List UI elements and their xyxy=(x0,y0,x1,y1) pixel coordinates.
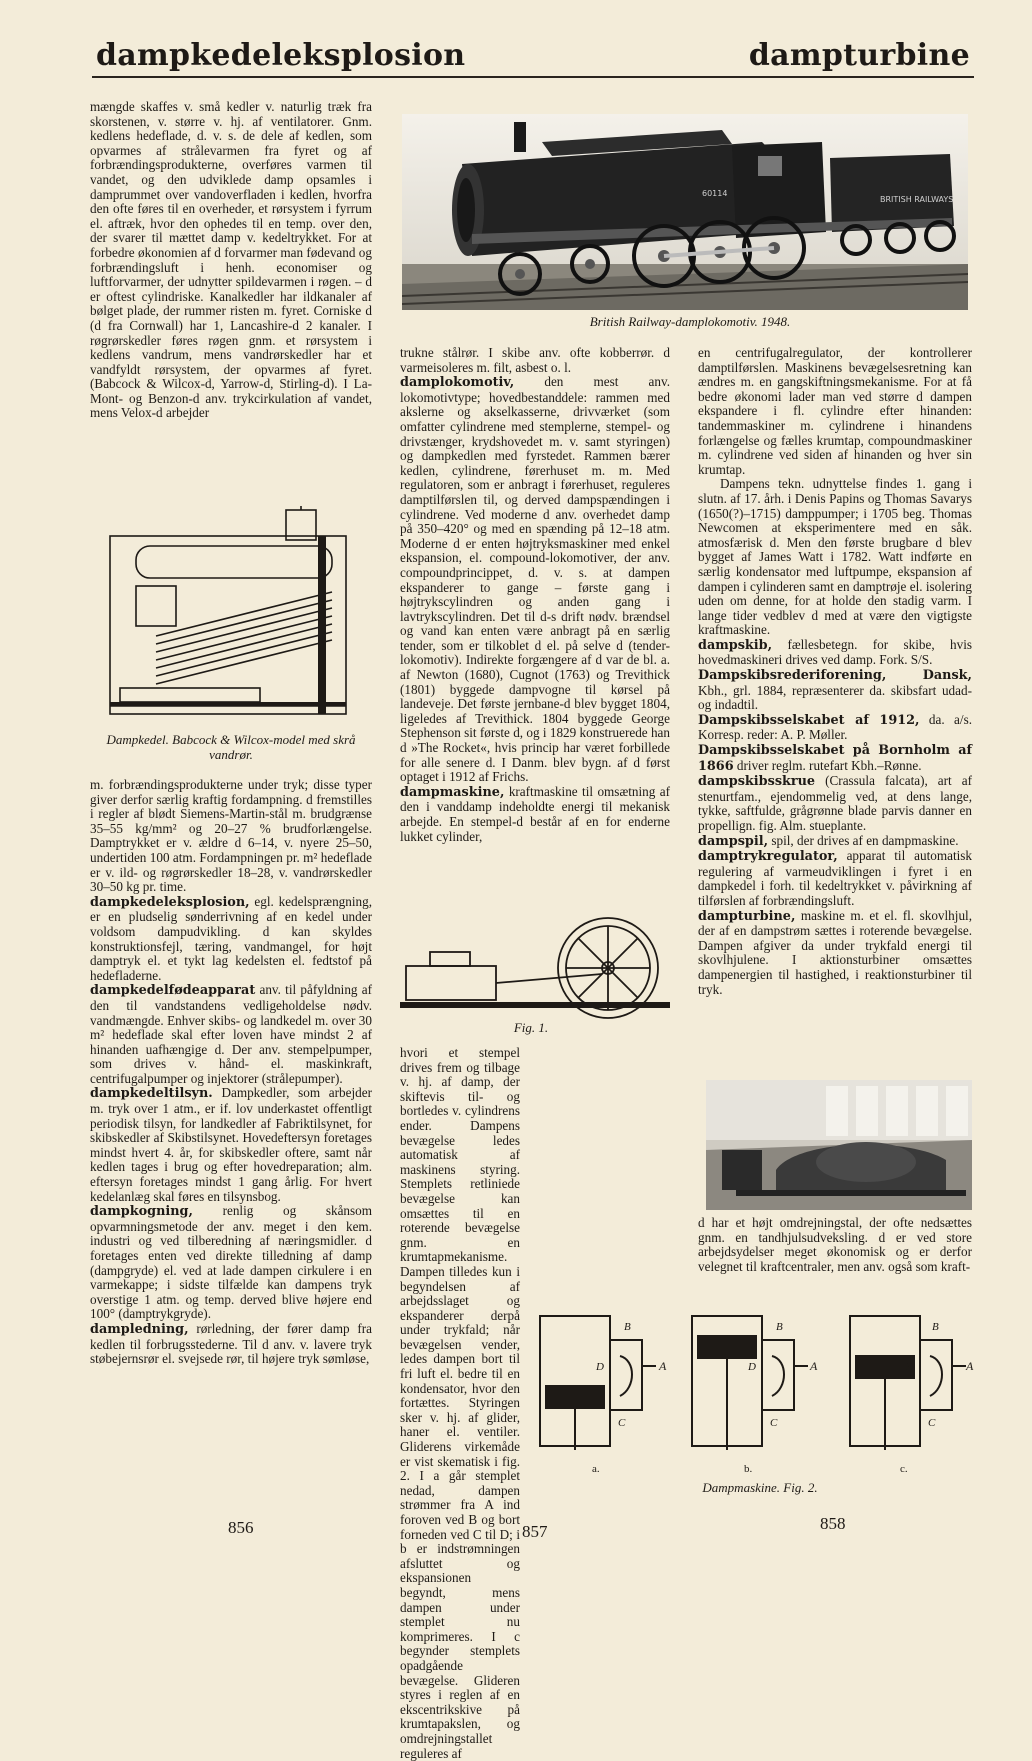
entry-text: fællesbetegn. for skibe, hvis hovedmaskineri drives ved damp. Fork. S/S. xyxy=(698,636,972,668)
column-1-top xyxy=(90,100,372,421)
tender-lettering: BRITISH RAILWAYS xyxy=(880,195,954,204)
entry-term: Dampskibsrederiforening, Dansk, xyxy=(698,668,972,684)
col3-paragraph-3: d har et højt omdrejningstal, der ofte nedsættes gnm. en tandhjulsudveksling. d er ved store arbejdsydelser meget økonomisk og er derfor velegnet til kraftcentraler, men anv. også som kraft- xyxy=(698,1215,972,1274)
label-A-b: A xyxy=(810,1359,818,1373)
page-number-left: 856 xyxy=(228,1518,254,1537)
subfig-c-label: c. xyxy=(900,1463,908,1475)
label-C-b: C xyxy=(770,1417,778,1429)
label-D-c: D xyxy=(906,1361,914,1373)
label-C-c: C xyxy=(928,1417,936,1429)
col3-paragraph: en centrifugalregulator, der kontrollerer damptilførslen. Maskinens bevægelsesretning kan ændres m. en gangskiftningsmekanisme. For at få bedre økonomi lader man ved større d dampen ekspandere i fl. cylindre efter hinanden: tandemmaskiner m. cylindrene i hinandens forlængelse og fælles krumtap, compoundmaskiner m. cylindrene ved siden af hinanden og hver sin krumtap. xyxy=(698,345,972,477)
running-header-right: dampturbine xyxy=(748,38,970,73)
subfig-b-label: b. xyxy=(744,1463,753,1475)
valve-diagram-figure xyxy=(532,1300,976,1478)
entry-term: dampkedelfødeapparat xyxy=(90,983,256,999)
entry-text: renlig og skånsom opvarmningsmetode der anv. meget i den kem. industri og ved tilberedning af næringsmidler. d foretages enten ved direkte tilledning af damp (dampgryde) el. ved at lade dampen cirkulere i en varmekappe; i sidste tilfælde kan dampens tryk overstige 1 atm. og temp. derved blive højere end 100° (damptrykgryde). xyxy=(90,1203,372,1322)
label-A-c: A xyxy=(966,1359,974,1373)
column-2-top xyxy=(400,346,670,844)
column-3-bottom xyxy=(698,1216,972,1274)
label-C: C xyxy=(618,1417,626,1429)
entry-text: den mest anv. lokomotivtype; hovedbestanddele: rammen med akslerne og akselkasserne, drivværket (som omfatter cylindrene med stemplerne, stempel- og drivstænger, krydshovedet m. v. samt styringen) og dampkedlen med fyrstedet. Rammen bærer kedlen, cylindrene, førerhuset m. m. Med regulatoren, som er anbragt i førerhuset, reguleres damptilførslen til, og derved dampspændingen i cylindrene. Ved moderne d anv. overhedet damp på 350–420° og med en spænding på 12–18 atm. Moderne d er enten højtryksmaskiner med enkel ekspansion, el. compound-lokomotiver, der anv. compoundprincippet, d. v. s. at dampen ekspanderer to gange – første gang i højtrykscylindren og anden gang i lavtrykscylindren. Det til d-s drift nødv. brændsel og vand kan enten være anbragt på en særlig tender, som er tilkoblet d el. på selve d (tender-lokomotiv). Indirekte forgængere af d var de bl. a. af Newton (1680), Cugnot (1763) og Trevithick (1801) byggede dampvogne til kørsel på landeveje. Det første jernbane-d blev bygget 1804, ligeledes af Trevithick. 1804 byggede George Stephenson sit første d, og i 1829 konstruerede han d »The Rocket«, hvis princip har været forbillede for alle senere d. I Danm. blev bygn. af d først optaget i 1912 af Frichs. xyxy=(400,374,670,785)
boiler-caption: Dampkedel. Babcock & Wilcox-model med skrå vandrør. xyxy=(106,732,356,762)
entry-term: damplokomotiv, xyxy=(400,375,515,391)
entry-text: Kbh., grl. 1884, repræsenterer da. skibsfart udad- og indadtil. xyxy=(698,682,972,713)
entry-term: dampmaskine, xyxy=(400,784,505,800)
label-D: D xyxy=(596,1361,604,1373)
entry-text: da. a/s. Korresp. reder: A. P. Møller. xyxy=(698,711,972,743)
label-A: A xyxy=(659,1359,667,1373)
col3-paragraph-2: Dampens tekn. udnyttelse findes 1. gang i slutn. af 17. årh. i Denis Papins og Thomas Savarys (1650(?)–1715) damppumper; i 1705 beg. Thomas Newcomen at eksperimentere med en såk. atmosfærisk d. Men den første brugbare d blev bygget af James Watt i 1782. Watt indførte en særlig kondensator med luftpumpe, ekspansion af dampen i cylinderen samt en damptrøje el. isolering uden om denne, for at holde den stadig varm. I lange tider vedblev d med at være den vigtigste kraftmaskine. xyxy=(698,476,972,638)
col2-paragraph-2: hvori et stempel drives frem og tilbage v. hj. af damp, der skiftevis til- og bortledes v. cylindrens ender. Dampens bevægelse ledes automatisk af maskinens styring. Stemplets retliniede bevægelse kan omsættes til en roterende bevægelse gnm. en krumtapmekanisme. Dampen tilledes kun i begyndelsen af arbejdsslaget og ekspanderer derpå under trykfald; når bevægelsen vender, ledes dampen bort til fri luft el. bedre til en kondensator, hvor den fortættes. Styringen sker v. hj. af glider, haner el. ventiler. Gliderens virkemåde er vist skematisk i fig. 2. I a går stemplet nedad, dampen strømmer fra A ind foroven ved B og bort forneden ved C til D; i b er indstrømningen afsluttet og ekspansionen begyndt, mens dampen under stemplet nu komprimeres. I c begynder stemplets opadgående bevægelse. Glideren styres i reglen af en ekscentrikskive på krumtapakslen, og omdrejningstallet reguleres af xyxy=(400,1045,520,1761)
entry-text: kraftmaskine til omsætning af den i vanddamp indeholdte energi til mekanisk arbejde. En stempel-d består af en for enderne lukket cylinder, xyxy=(400,783,670,844)
cab-number: 60114 xyxy=(702,189,728,198)
page-number-middle: 857 xyxy=(522,1522,548,1541)
label-B-c: B xyxy=(932,1321,939,1333)
entry-text: apparat til automatisk regulering af varmeudviklingen i fyret i en dampkedel i forh. til kedeltrykket v. påvirkning af tilførslen af forbrændingsluft. xyxy=(698,848,972,908)
entry-text: (Crassula falcata), art af stenurtfam., ejendommelig ved, at dens lange, tykke, saftfulde, grågrønne blade parvis danner en propellign. fig. Alm. stueplante. xyxy=(698,773,972,833)
entry-term: dampkogning, xyxy=(90,1204,193,1220)
entry-term: damptrykregulator, xyxy=(698,849,838,865)
entry-text: egl. kedelsprængning, er en pludselig sønderrivning af en kedel under voldsom dampudvikling. d kan skyldes konstruktionsfejl, tæring, vandmangel, for højt damptryk el. et tykt lag kedelsten el. fedtstof på hedefladerne. xyxy=(90,893,372,983)
entry-text: anv. til påfyldning af den til vandstandens vedligeholdelse nødv. vandmængde. Enhver skibs- og landkedel m. over 30 m² hedeflade skal efter loven have mindst 2 af hinanden uafhængige d. Der anv. stempelpumper, som drives v. hånd- el. maskinkraft, centrifugalpumper og injektorer (strålepumper). xyxy=(90,982,372,1086)
entry-term: dampskib, xyxy=(698,637,773,653)
entry-text: rørledning, der fører damp fra kedlen til forbrugsstederne. Til d anv. v. lavere tryk støbejernsrør el. svejsede rør, til højere tryk sømløse, xyxy=(90,1320,372,1367)
running-header-left: dampkedeleksplosion xyxy=(96,38,466,73)
subfig-a-label: a. xyxy=(592,1463,600,1475)
boiler-figure xyxy=(96,506,360,720)
fig2-caption: Dampmaskine. Fig. 2. xyxy=(702,1480,818,1495)
entry-term: dampspil, xyxy=(698,833,769,849)
entry-text: spil, der drives af en dampmaskine. xyxy=(768,832,959,848)
header-rule xyxy=(92,76,974,78)
entry-term: Dampskibsselskabet på Bornholm af 1866 xyxy=(698,743,972,774)
entry-term: Dampskibsselskabet af 1912, xyxy=(698,712,920,728)
entry-term: dampskibsskrue xyxy=(698,774,816,790)
label-B-b: B xyxy=(776,1321,783,1333)
steam-engine-figure xyxy=(400,912,670,1020)
photo-caption: British Railway-damplokomotiv. 1948. xyxy=(589,314,791,329)
col1-paragraph-2: m. forbrændingsprodukterne under tryk; disse typer giver derfor særlig kraftig fordampning. d fremstilles i regler af blødt Siemens-Martin-stål m. brudgrænse 35–55 kg/mm² og 20–27 % brudforlængelse. Damptrykket er v. ældre d 6–14, v. nyere 25–50, undertiden 100 atm. Fordampningen pr. m² hedeflade er v. ild- og røgrørskedler 18–28, v. vandrørskedler 30–50 kg pr. time. xyxy=(90,777,372,895)
fig1-caption: Fig. 1. xyxy=(513,1020,549,1035)
turbine-photo xyxy=(706,1080,972,1210)
entry-term: dampturbine, xyxy=(698,908,796,924)
col2-paragraph: trukne stålrør. I skibe anv. ofte kobberrør. d varmeisoleres m. filt, asbest o. l. xyxy=(400,345,670,375)
entry-term: dampledning, xyxy=(90,1321,189,1337)
col1-paragraph: mængde skaffes v. små kedler v. naturlig træk fra skorstenen, v. større v. hj. af ventilatorer. Gnm. kedlens hedeflade, d. v. s. de dele af kedlen, som opvarmes af strålevarmen fra fyret og af forbrændingsprodukterne, overføres varmen til vandet, og den udviklede damp opsamles i damprummet over vandoverfladen i kedlen, hvorfra den ofte føres til en overheder, et rørsystem i fyrrum el. aftræk, hvor den ophedes til en temp. over den, der svarer til mættet damp v. kedeltrykket. For at forbedre økonomien af d forvarmer man fødevand og forbrændingsluft i henh. economiser og luftforvarmer, der udnytter spildevarmen i røgen. – d er oftest cylindriske. Kanalkedler har ildkanaler af bølget plade, der rummer risten m. fyret. Corniske d (d fra Cornwall) har 1, Lancashire-d 2 kanaler. I røgrørskedler føres røgen gnm. et rørsystem i kedlens vandrum, mens vandrørskedler har et vandfyldt rørsystem, der opvarmes af fyret. (Babcock & Wilcox-d, Yarrow-d, Stirling-d). I La-Mont- og Benzon-d anv. trykcirkulation af vandet, mens Velox-d arbejder xyxy=(90,99,372,421)
entry-text: driver reglm. rutefart Kbh.–Rønne. xyxy=(733,757,922,773)
entry-term: dampkedeltilsyn. xyxy=(90,1086,213,1102)
page-number-right: 858 xyxy=(820,1514,846,1533)
label-B: B xyxy=(624,1321,631,1333)
column-1-bottom xyxy=(90,778,372,1367)
column-3-top xyxy=(698,346,972,997)
locomotive-photo xyxy=(402,114,968,310)
entry-text: maskine m. et el. fl. skovlhjul, der af en dampstrøm sættes i roterende bevægelse. Dampen afgiver da under trykfald energi til skovlhjulene. I aktionsturbiner omsættes dampenergien til hastighed, i reaktionsturbiner til tryk. xyxy=(698,907,972,997)
entry-text: Dampkedler, som arbejder m. tryk over 1 atm., er if. lov underkastet offentligt periodisk tilsyn, for landkedler af Fabriktilsynet, for skibskedler af Skibstilsynet. Hovedeftersyn foretages mindst hvert 4. år, for skibskedler oftere, samt når kedlen tages i brug og efter hovedreparation; alm. eftersyn foretages mindst 1 gang årlig. For hvert kedelanlæg skal føres en tilsynsbog. xyxy=(90,1085,372,1204)
entry-term: dampkedeleksplosion, xyxy=(90,894,250,910)
label-D-b: D xyxy=(748,1361,756,1373)
